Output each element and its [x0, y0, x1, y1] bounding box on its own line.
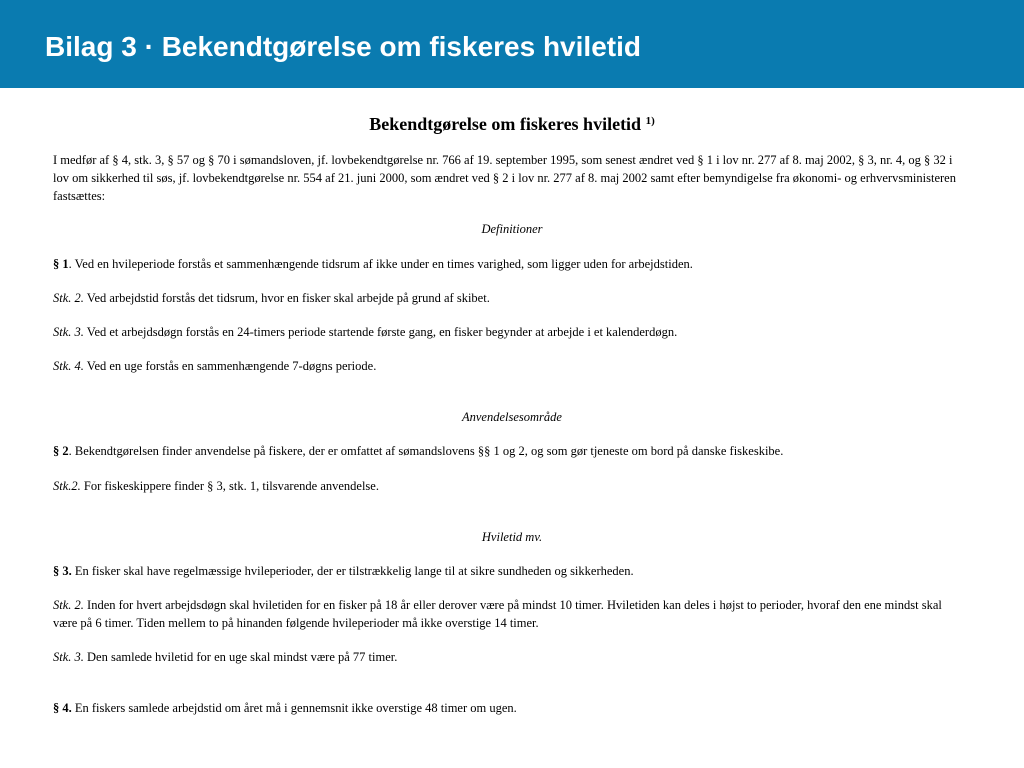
document-title-text: Bekendtgørelse om fiskeres hviletid [369, 114, 642, 134]
section-heading-anvendelsesomraade: Anvendelsesområde [462, 410, 562, 424]
preamble: I medfør af § 4, stk. 3, § 57 og § 70 i sømandsloven, jf. lovbekendtgørelse nr. 766 af 19. september 1995, som senest ændret ved § 1 i lov nr. 277 af 8. maj 2002, § 3, nr. 4, og § 32 i lov om sikkerhed til søs, jf. lovbekendtgørelse nr. 554 af 21. juni 2000, som ændret ved § 2 i lov nr. 277 af 8. maj 2002 samt efter bemyndigelse fra økonomi- og erhvervsministeren fastsættes: [53, 153, 956, 203]
section-heading-hviletid: Hviletid mv. [481, 530, 543, 544]
paragraph-label: Stk. 3. [53, 325, 84, 339]
paragraph-1-stk-3 [53, 323, 963, 341]
paragraph-text: Ved arbejdstid forstås det tidsrum, hvor en fisker skal arbejde på grund af skibet. [83, 291, 490, 305]
paragraph-1-stk-2 [53, 289, 963, 307]
paragraph-label: § 3. [53, 564, 72, 578]
paragraph-label: Stk. 2. [53, 598, 84, 612]
title-footnote-marker: 1) [645, 115, 655, 127]
paragraph-text: En fiskers samlede arbejdstid om året må i gennemsnit ikke overstige 48 timer om ugen. [71, 701, 517, 715]
paragraph-2-stk-2 [53, 477, 963, 495]
paragraph-3-stk-2 [53, 596, 963, 632]
paragraph-label: § 4. [53, 701, 72, 715]
paragraph-text: Inden for hvert arbejdsdøgn skal hviletiden for en fisker på 18 år eller derover være på mindst 10 timer. Hviletiden kan deles i højst to perioder, hvoraf den ene mindst skal være på 6 timer. Tiden mellem to på hinanden følgende hvileperioder må ikke overstige 14 timer. [53, 598, 942, 630]
section-heading-definitioner: Definitioner [481, 222, 543, 236]
paragraph-label: § 1 [53, 257, 69, 271]
paragraph-label: Stk. 4. [53, 359, 84, 373]
paragraph-text: . Bekendtgørelsen finder anvendelse på fiskere, der er omfattet af sømandslovens §§ 1 og 2, og som gør tjeneste om bord på danske fiskeskibe. [68, 444, 784, 458]
header-bar [0, 0, 1024, 88]
page-title: Bilag 3 · Bekendtgørelse om fiskeres hviletid [45, 31, 641, 62]
paragraph-4 [53, 699, 963, 717]
paragraph-1 [53, 255, 963, 273]
paragraph-label: Stk.2. [53, 479, 81, 493]
document-title [0, 113, 1024, 135]
paragraph-text: . Ved en hvileperiode forstås et sammenhængende tidsrum af ikke under en times varighed, som ligger uden for arbejdstiden. [68, 257, 693, 271]
paragraph-text: Ved en uge forstås en sammenhængende 7-døgns periode. [83, 359, 377, 373]
paragraph-text: Ved et arbejdsdøgn forstås en 24-timers periode startende første gang, en fisker begynder at arbejde i et kalenderdøgn. [83, 325, 678, 339]
paragraph-label: Stk. 2. [53, 291, 84, 305]
paragraph-text: For fiskeskippere finder § 3, stk. 1, tilsvarende anvendelse. [80, 479, 379, 493]
paragraph-label: Stk. 3. [53, 650, 84, 664]
paragraph-1-stk-4 [53, 357, 963, 375]
paragraph-2 [53, 442, 963, 460]
paragraph-3 [53, 562, 963, 580]
paragraph-text: En fisker skal have regelmæssige hvileperioder, der er tilstrækkelig lange til at sikre sundheden og sikkerheden. [71, 564, 634, 578]
paragraph-text: Den samlede hviletid for en uge skal mindst være på 77 timer. [83, 650, 398, 664]
paragraph-label: § 2 [53, 444, 69, 458]
paragraph-3-stk-3 [53, 648, 963, 666]
